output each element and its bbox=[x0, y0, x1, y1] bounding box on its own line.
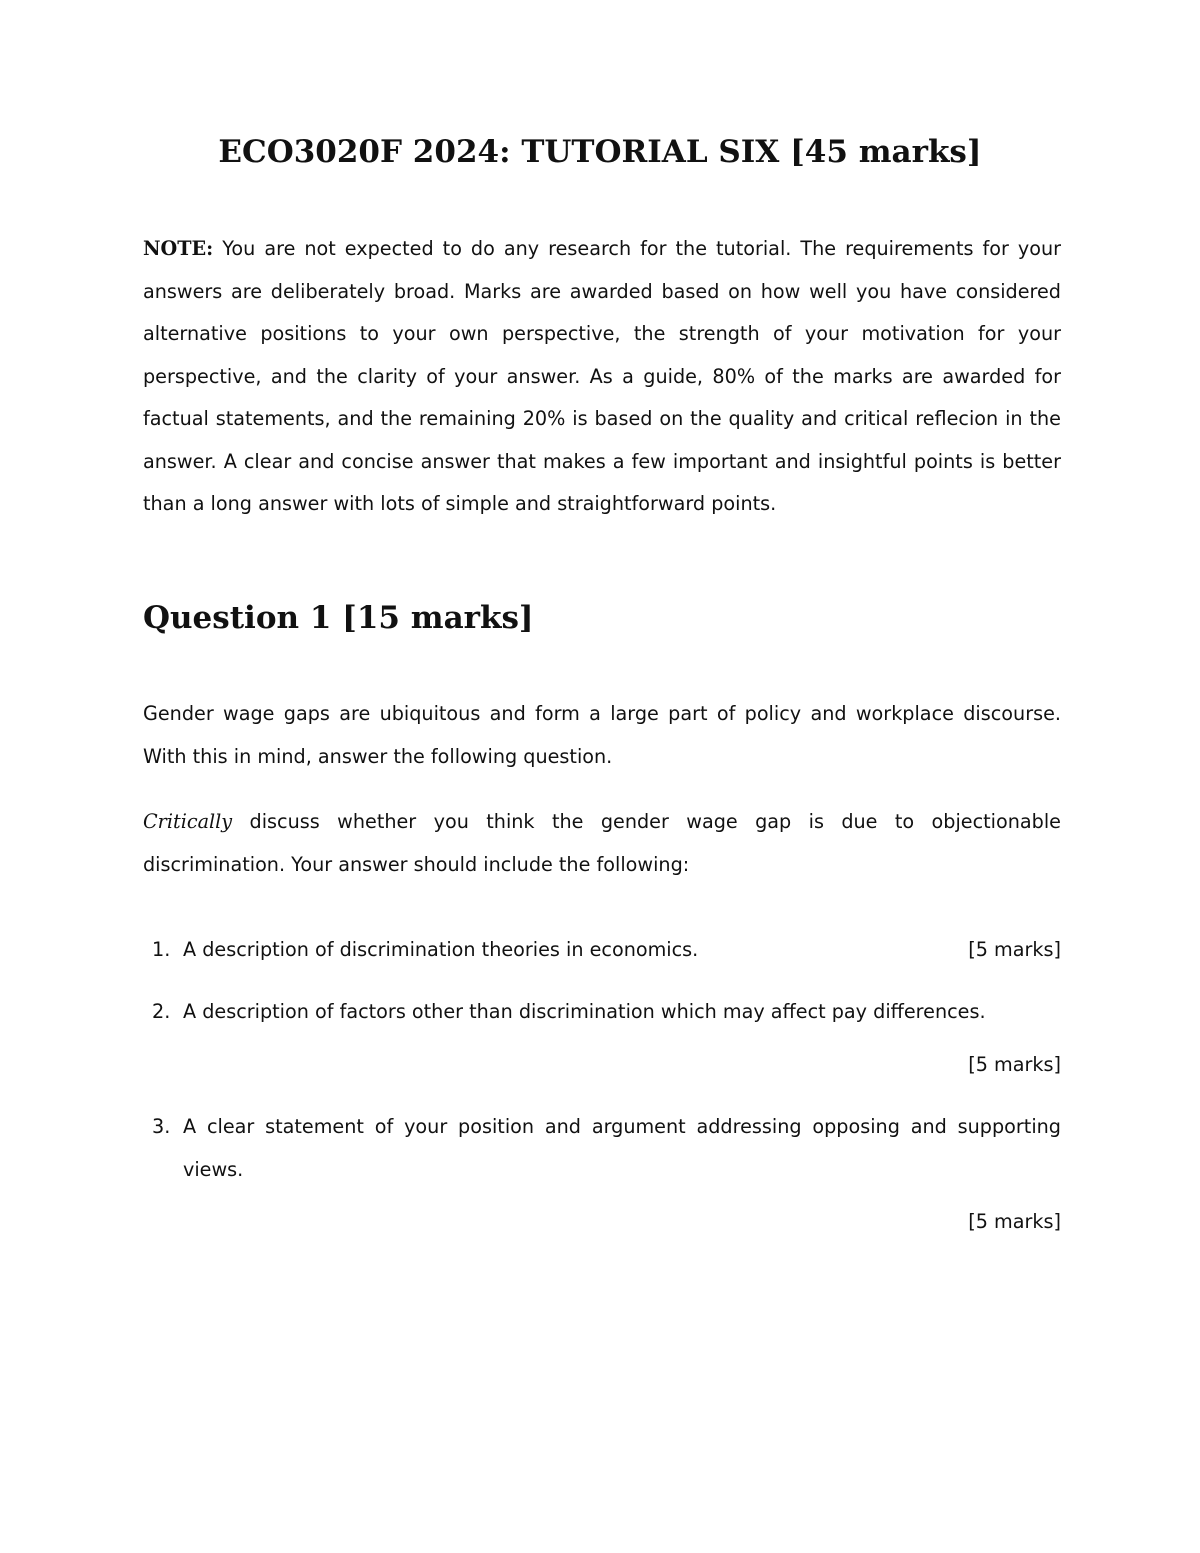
note-text: You are not expected to do any research for the tutorial. The requirements for your answers are deliberately broad. Marks are awarded based on how well you have considered alternative positions to your own perspective, the strength of your motivation for your perspective, and the clarity of your answer. As a guide, 80% of the marks are awarded for factual statements, and the remaining 20% is based on the quality and critical reflecion in the answer. A clear and concise answer that makes a few important and insightful points is better than a long answer with lots of simple and straightforward points. bbox=[143, 237, 1061, 515]
note-paragraph bbox=[143, 228, 1061, 526]
item-text: A clear statement of your position and argument addressing opposing and supporting views. bbox=[183, 1115, 1061, 1181]
list-item bbox=[143, 991, 1061, 1086]
prompt-emphasis: Critically bbox=[143, 810, 233, 833]
item-marks: [5 marks] bbox=[968, 938, 1061, 961]
question-1-prompt bbox=[143, 801, 1061, 886]
prompt-text: discuss whether you think the gender wage gap is due to objectionable discrimination. Your answer should include the following: bbox=[143, 810, 1061, 876]
item-marks: [5 marks] bbox=[968, 1052, 1061, 1076]
question-1-heading: Question 1 [15 marks] bbox=[143, 600, 534, 636]
item-number: 3. bbox=[152, 1115, 171, 1138]
item-marks: [5 marks] bbox=[968, 1210, 1061, 1233]
list-item bbox=[143, 929, 1061, 972]
note-label: NOTE: bbox=[143, 237, 214, 260]
question-1-intro: Gender wage gaps are ubiquitous and form a large part of policy and workplace discourse. With this in mind, answer the following question. bbox=[143, 702, 1061, 768]
page-title: ECO3020F 2024: TUTORIAL SIX [45 marks] bbox=[218, 134, 982, 170]
item-text: A description of discrimination theories in economics. bbox=[183, 938, 699, 961]
list-item bbox=[143, 1106, 1061, 1244]
item-number: 1. bbox=[152, 938, 171, 961]
item-number: 2. bbox=[152, 1000, 171, 1023]
item-text: A description of factors other than discrimination which may affect pay differences. bbox=[183, 1000, 986, 1023]
